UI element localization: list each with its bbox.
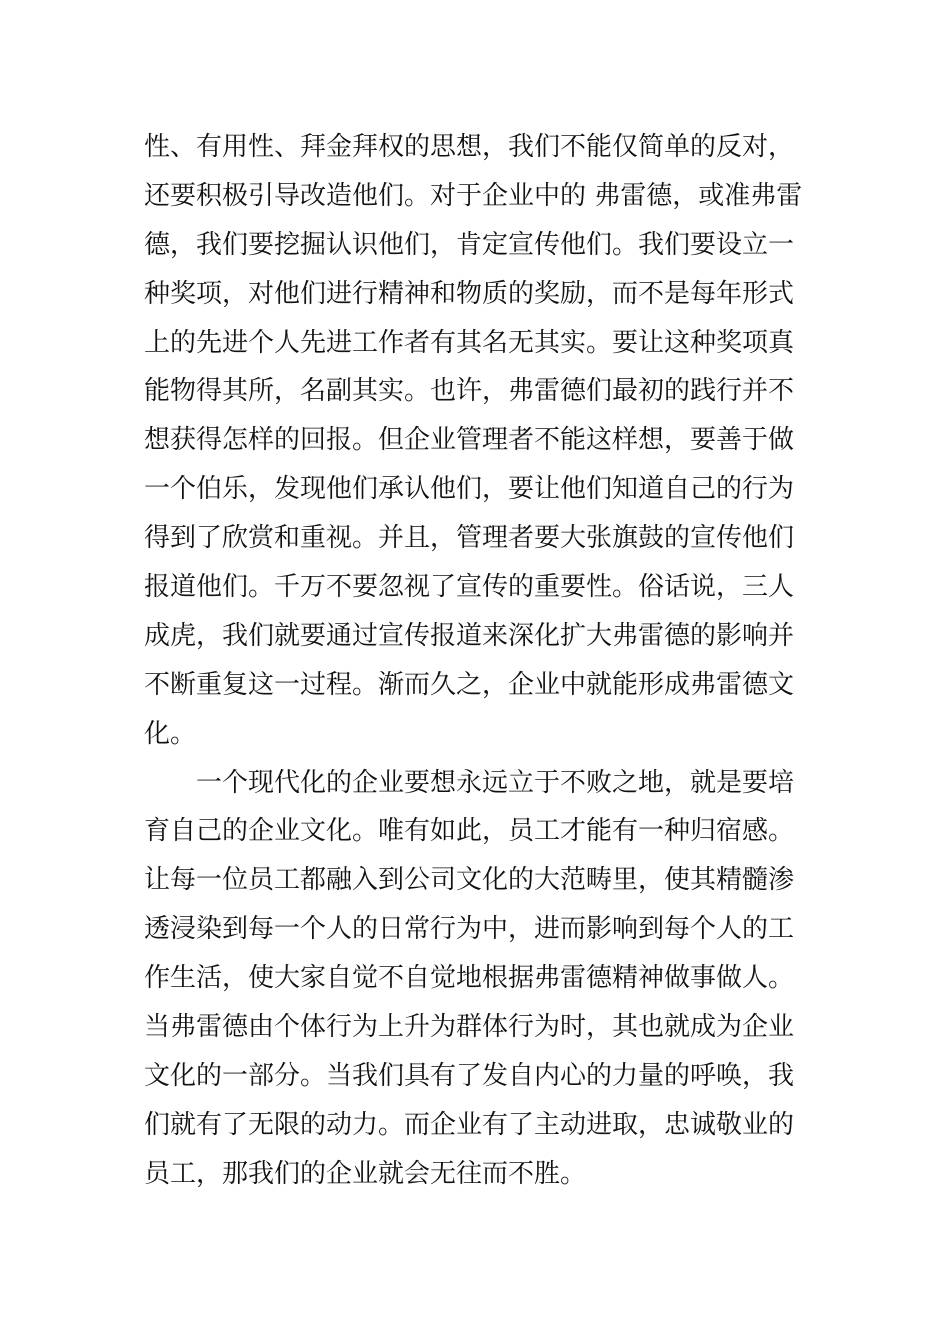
paragraph-2-line-8: 们就有了无限的动力。而企业有了主动进取，忠诚敬业的 [144, 1109, 795, 1140]
paragraph-1-line-2: 还要积极引导改造他们。对于企业中的 弗雷德，或准弗雷 [144, 180, 803, 211]
paragraph-1-line-9: 得到了欣赏和重视。并且，管理者要大张旗鼓的宣传他们 [144, 523, 795, 554]
paragraph-2-line-6: 当弗雷德由个体行为上升为群体行为时，其也就成为企业 [144, 1012, 795, 1043]
paragraph-1-line-8: 一个伯乐，发现他们承认他们，要让他们知道自己的行为 [144, 474, 795, 505]
paragraph-2-line-3: 让每一位员工都融入到公司文化的大范畴里，使其精髓渗 [144, 865, 795, 896]
paragraph-1-line-5: 上的先进个人先进工作者有其名无其实。要让这种奖项真 [144, 327, 795, 358]
paragraph-1-line-7: 想获得怎样的回报。但企业管理者不能这样想，要善于做 [144, 425, 795, 456]
paragraph-2-line-7: 文化的一部分。当我们具有了发自内心的力量的呼唤，我 [144, 1060, 795, 1091]
document-body [144, 123, 808, 1199]
paragraph-1-line-1: 性、有用性、拜金拜权的思想，我们不能仅简单的反对， [144, 132, 795, 162]
paragraph-1-line-12: 不断重复这一过程。渐而久之，企业中就能形成弗雷德文 [144, 669, 795, 700]
paragraph-1-line-10: 报道他们。千万不要忽视了宣传的重要性。俗话说，三人 [144, 572, 795, 603]
paragraph-2-line-4: 透浸染到每一个人的日常行为中，进而影响到每个人的工 [144, 914, 795, 945]
paragraph-2-line-2: 育自己的企业文化。唯有如此，员工才能有一种归宿感。 [144, 816, 795, 847]
paragraph-1-line-13: 化。 [144, 718, 197, 749]
paragraph-2-line-1: 一个现代化的企业要想永远立于不败之地，就是要培 [196, 767, 795, 798]
paragraph-1-line-4: 种奖项，对他们进行精神和物质的奖励，而不是每年形式 [144, 278, 795, 309]
paragraph-1-line-6: 能物得其所，名副其实。也许，弗雷德们最初的践行并不 [144, 376, 795, 407]
paragraph-2-line-9: 员工，那我们的企业就会无往而不胜。 [144, 1158, 587, 1189]
paragraph-1-line-11: 成虎，我们就要通过宣传报道来深化扩大弗雷德的影响并 [144, 620, 795, 651]
paragraph-1-line-3: 德，我们要挖掘认识他们，肯定宣传他们。我们要设立一 [144, 229, 795, 260]
paragraph-2-line-5: 作生活，使大家自觉不自觉地根据弗雷德精神做事做人。 [144, 963, 795, 994]
